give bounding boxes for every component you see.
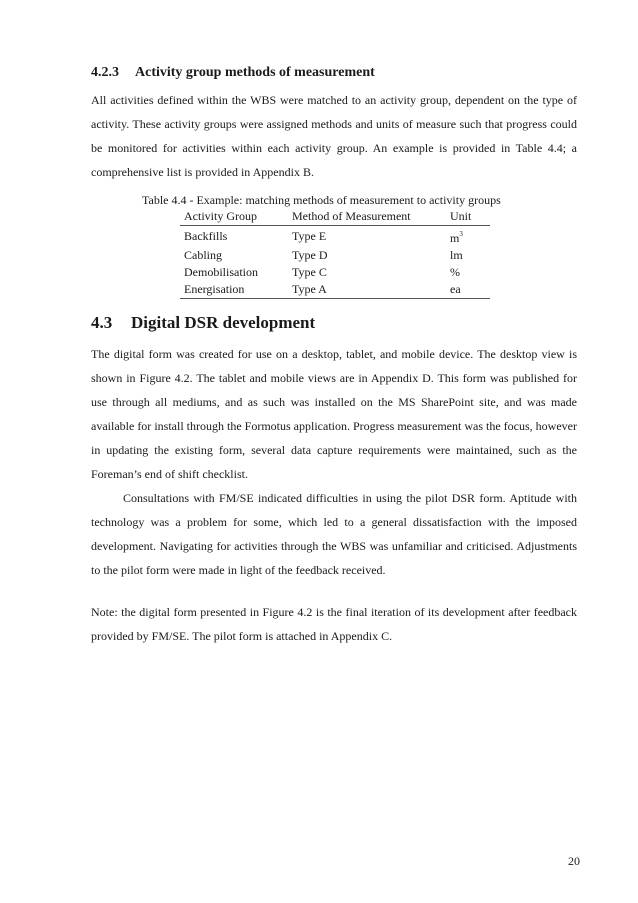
cell-unit: ea — [446, 281, 490, 299]
paragraph-consultations: Consultations with FM/SE indicated difficulties in using the pilot DSR form. Aptitude with technology was a problem for some, which led to a general dissatisfaction with the imposed development. Navigating for activities through the WBS was unfamiliar and criticised. Adjustments to the pilot form were made in light of the feedback received. — [91, 491, 577, 577]
cell-method: Type A — [288, 281, 446, 299]
table-row — [180, 281, 490, 299]
cell-method: Type C — [292, 265, 327, 279]
measurement-methods-table — [180, 208, 490, 299]
paragraph-activity-groups: All activities defined within the WBS were matched to an activity group, dependent on the type of activity. These activity groups were assigned methods and units of measure such that progress could be monitored for activities within each activity group. An example is provided in Table 4.4; a comprehensive list is provided in Appendix B. — [91, 93, 577, 179]
cell-activity-group: Demobilisation — [184, 265, 258, 279]
section-title: Activity group methods of measurement — [135, 65, 375, 80]
table-row — [180, 247, 490, 264]
cell-activity-group: Cabling — [184, 248, 222, 262]
section-heading-4-2-3 — [91, 64, 581, 82]
cell-method: Type E — [292, 229, 327, 243]
section-number: 4.3 — [91, 313, 113, 332]
cell-unit — [446, 226, 490, 248]
cell-method: Type D — [292, 248, 328, 262]
unit-text: m — [450, 231, 460, 245]
paragraph-digital-form: The digital form was created for use on a desktop, tablet, and mobile device. The desktop view is shown in Figure 4.2. The tablet and mobile views are in Appendix D. This form was published for use through all mediums, and as such was installed on the MS SharePoint site, and was made available for install through the Formotus application. Progress measurement was the focus, however in updating the existing form, several data capture requirements were maintained, such as the Foreman’s end of shift checklist. — [91, 347, 577, 481]
table-row — [180, 264, 490, 281]
column-header-method: Method of Measurement — [288, 208, 446, 226]
table-row — [180, 226, 490, 248]
section-title: Digital DSR development — [131, 313, 316, 332]
column-header-unit: Unit — [446, 208, 490, 226]
column-header-activity-group: Activity Group — [180, 208, 288, 226]
paragraph-note: Note: the digital form presented in Figure 4.2 is the final iteration of its development after feedback provided by FM/SE. The pilot form is attached in Appendix C. — [91, 605, 577, 643]
table-caption: Table 4.4 - Example: matching methods of measurement to activity groups — [142, 193, 501, 207]
section-heading-4-3 — [91, 312, 581, 334]
cell-unit: % — [450, 265, 460, 279]
page-number: 20 — [568, 854, 580, 868]
cell-activity-group: Energisation — [180, 281, 288, 299]
unit-superscript: 3 — [459, 230, 463, 238]
cell-activity-group: Backfills — [184, 229, 228, 243]
table-header-row — [180, 208, 490, 226]
cell-unit: lm — [450, 248, 463, 262]
section-number: 4.2.3 — [91, 65, 119, 80]
